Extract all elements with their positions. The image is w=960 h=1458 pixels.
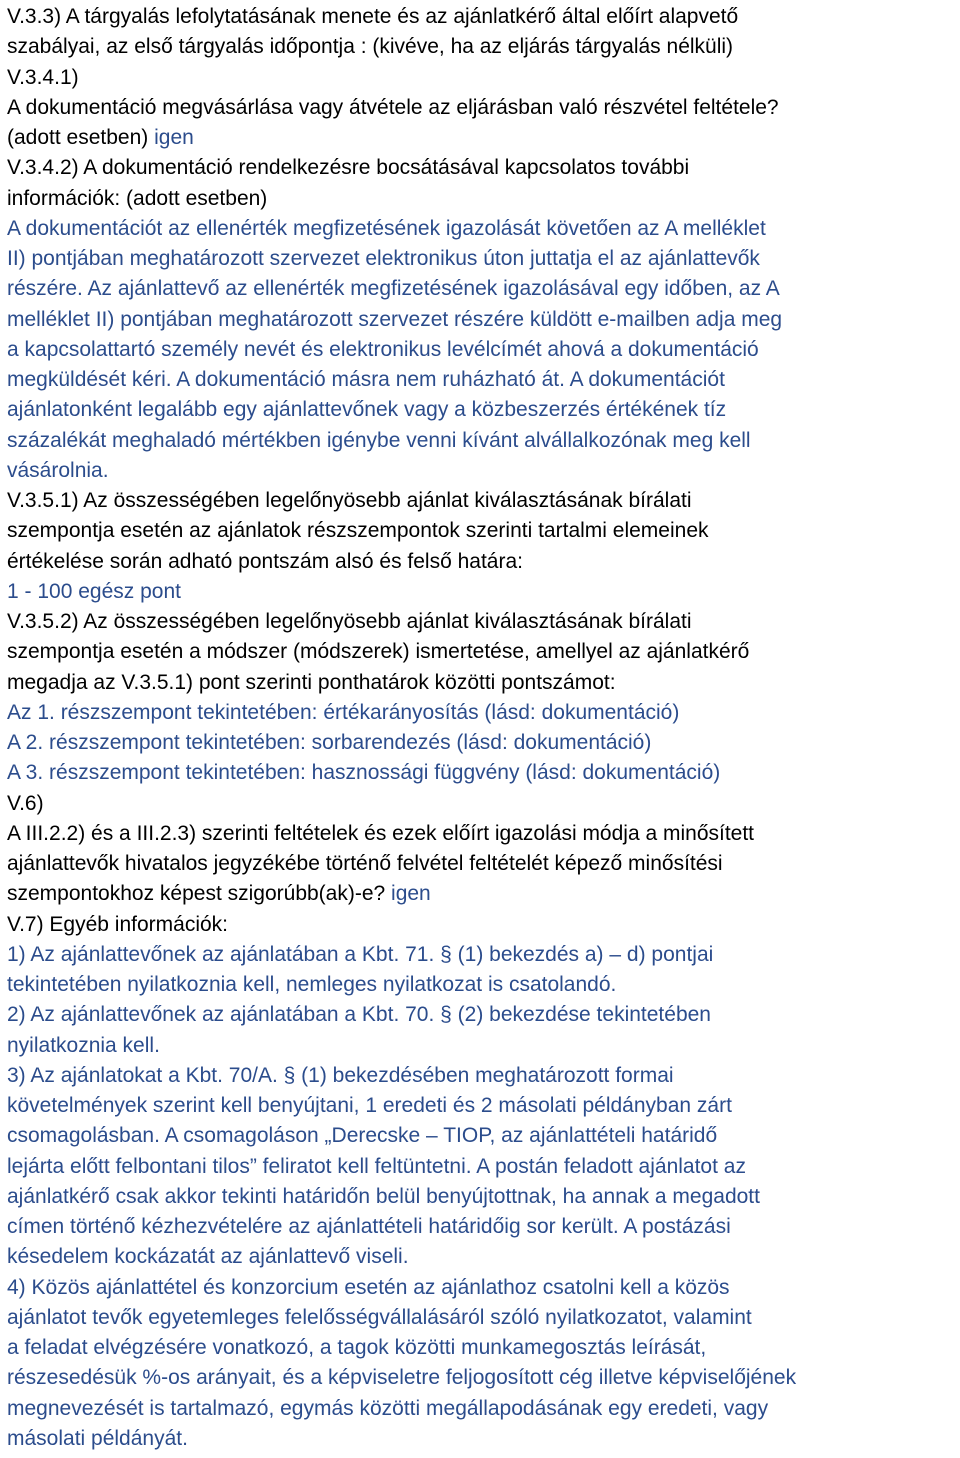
text-line [7,395,960,425]
answer-text: százalékát meghaladó mértékben igénybe venni kívánt alvállalkozónak meg kell [7,428,751,452]
answer-text: vásárolnia. [7,458,109,482]
question-text: megadja az V.3.5.1) pont szerinti ponthatárok közötti pontszámot: [7,670,616,694]
text-line [7,516,960,546]
answer-text: lejárta előtt felbontani tilos” feliratot kell feltüntetni. A postán feladott ajánlatot az [7,1154,746,1178]
text-line [7,910,960,940]
text-line [7,335,960,365]
answer-text: Az 1. részszempont tekintetében: értékarányosítás (lásd: dokumentáció) [7,700,680,724]
text-line [7,426,960,456]
question-text: szempontja esetén az ajánlatok részszempontok szerinti tartalmi elemeinek [7,519,709,543]
text-line [7,1000,960,1030]
text-line [7,547,960,577]
text-line [7,1363,960,1393]
question-text: A dokumentáció megvásárlása vagy átvétele az eljárásban való részvétel feltétele? [7,95,779,119]
text-line [7,214,960,244]
text-line [7,1242,960,1272]
answer-text: 2) Az ajánlattevőnek az ajánlatában a Kbt. 70. § (2) bekezdése tekintetében [7,1003,711,1027]
text-line [7,93,960,123]
question-text: V.3.5.1) Az összességében legelőnyösebb ajánlat kiválasztásának bírálati [7,489,692,512]
answer-text: követelmények szerint kell benyújtani, 1 eredeti és 2 másolati példányban zárt [7,1094,732,1117]
question-text: szempontja esetén a módszer (módszerek) ismertetése, amellyel az ajánlatkérő [7,640,750,664]
question-text: V.3.3) A tárgyalás lefolytatásának menete és az ajánlatkérő által előírt alapvető [7,5,739,28]
text-line [7,1394,960,1424]
question-text: információk: (adott esetben) [7,186,268,210]
text-line [7,63,960,93]
question-text: szempontokhoz képest szigorúbb(ak)-e? [7,882,392,906]
text-line [7,305,960,335]
answer-text: késedelem kockázatát az ajánlattevő viseli. [7,1245,409,1269]
answer-text: 3) Az ajánlatokat a Kbt. 70/A. § (1) bekezdésében meghatározott formai [7,1063,674,1087]
question-text: ajánlattevők hivatalos jegyzékébe történő felvétel feltételét képező minősítési [7,852,723,875]
question-text: V.6) [7,791,44,815]
text-line [7,32,960,62]
answer-text: A 2. részszempont tekintetében: sorbarendezés (lásd: dokumentáció) [7,731,652,754]
answer-text: részére. Az ajánlattevő az ellenérték megfizetésének igazolásával egy időben, az A [7,277,780,301]
text-line [7,879,960,909]
text-line [7,637,960,667]
answer-text: A 3. részszempont tekintetében: hasznossági függvény (lásd: dokumentáció) [7,761,721,785]
text-line [7,819,960,849]
answer-text: másolati példányát. [7,1426,188,1450]
answer-text: 1 - 100 egész pont [7,579,181,603]
text-line [7,577,960,607]
question-text: V.7) Egyéb információk: [7,912,229,936]
answer-text: 4) Közös ajánlattétel és konzorcium esetén az ajánlathoz csatolni kell a közös [7,1275,730,1299]
text-line [7,1212,960,1242]
text-line [7,728,960,758]
answer-text: megküldését kéri. A dokumentáció másra nem ruházható át. A dokumentációt [7,368,725,391]
text-line [7,274,960,304]
text-line [7,789,960,819]
text-line [7,607,960,637]
text-line [7,365,960,395]
text-line [7,244,960,274]
answer-text: igen [154,126,194,149]
text-line [7,940,960,970]
answer-text: melléklet II) pontjában meghatározott szervezet részére küldött e-mailben adja meg [7,307,783,331]
question-text: (adott esetben) [7,126,155,149]
answer-text: II) pontjában meghatározott szervezet elektronikus úton juttatja el az ajánlattevők [7,247,760,270]
answer-text: címen történő kézhezvételére az ajánlattételi határidőig sor került. A postázási [7,1215,731,1238]
text-line [7,758,960,788]
text-line [7,456,960,486]
text-line [7,1333,960,1363]
question-text: értékelése során adható pontszám alsó és felső határa: [7,549,523,573]
answer-text: csomagolásban. A csomagoláson „Derecske – TIOP, az ajánlattételi határidő [7,1124,718,1148]
text-line [7,1182,960,1212]
text-line [7,1152,960,1182]
answer-text: nyilatkoznia kell. [7,1033,160,1057]
answer-text: 1) Az ajánlattevőnek az ajánlatában a Kbt. 71. § (1) bekezdés a) – d) pontjai [7,942,714,966]
answer-text: ajánlatot tevők egyetemleges felelősségvállalásáról szóló nyilatkozatot, valamint [7,1305,752,1329]
text-line [7,1091,960,1121]
question-text: V.3.4.2) A dokumentáció rendelkezésre bocsátásával kapcsolatos további [7,156,690,180]
text-line [7,123,960,153]
question-text: V.3.5.2) Az összességében legelőnyösebb ajánlat kiválasztásának bírálati [7,610,692,633]
answer-text: ajánlatkérő csak akkor tekinti határidőn belül benyújtottnak, ha annak a megadott [7,1184,760,1208]
text-line [7,698,960,728]
answer-text: A dokumentációt az ellenérték megfizetésének igazolását követően az A melléklet [7,216,766,240]
question-text: A III.2.2) és a III.2.3) szerinti feltételek és ezek előírt igazolási módja a minősített [7,821,755,845]
text-line [7,2,960,32]
text-line [7,153,960,183]
answer-text: igen [391,882,431,906]
answer-text: megnevezését is tartalmazó, egymás közötti megállapodásának egy eredeti, vagy [7,1396,769,1420]
text-line [7,668,960,698]
text-line [7,1031,960,1061]
text-line [7,1303,960,1333]
text-line [7,1061,960,1091]
answer-text: a feladat elvégzésére vonatkozó, a tagok közötti munkamegosztás leírását, [7,1336,707,1359]
answer-text: ajánlatonként legalább egy ajánlattevőnek vagy a közbeszerzés értékének tíz [7,398,727,422]
text-line [7,1424,960,1454]
question-text: szabályai, az első tárgyalás időpontja : (kivéve, ha az eljárás tárgyalás nélküli) [7,35,734,59]
answer-text: részesedésük %-os arányait, és a képviseletre feljogosított cég illetve képviselőjének [7,1366,797,1390]
text-line [7,849,960,879]
text-line [7,486,960,516]
answer-text: a kapcsolattartó személy nevét és elektronikus levélcímét ahová a dokumentáció [7,337,759,361]
text-line [7,970,960,1000]
text-line [7,1273,960,1303]
text-line [7,1121,960,1151]
answer-text: tekintetében nyilatkoznia kell, nemleges nyilatkozat is csatolandó. [7,973,617,996]
text-line [7,184,960,214]
question-text: V.3.4.1) [7,65,79,89]
